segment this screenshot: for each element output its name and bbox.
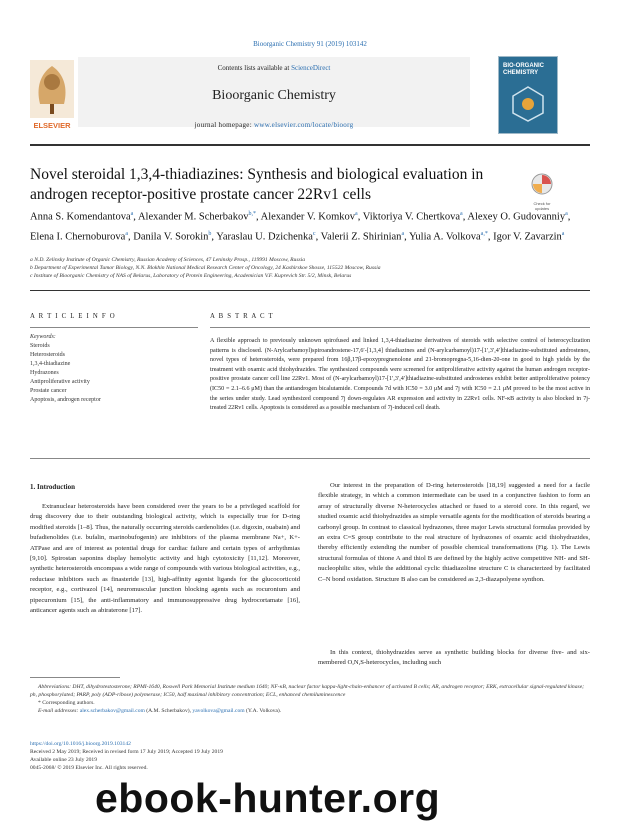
author-name: Viktoriya V. Chertkova — [362, 211, 461, 223]
abstract-text: A flexible approach to previously unknown spirofused and linked 1,3,4-thiadiazine derivatives of steroids with selective control of heterocyclization patterns is disclosed. (N-Arylcarbamoyl)spiroandrostene-17,6′-[1,3,4] thiadiazines and (N-arylcarbamoyl)17-[1′,3′,4′]thiadiazine-substituted androstenes, novel types of heterosteroids, were prepared from 16β,17β-epoxypregnenolone and 21-bromopregna-5,16-dien-20-one in good to high yields by the treatment with oxamic acid thiohydrazides. The synthesized compounds were screened for antiproliferative activity against the human androgen receptor-positive prostate cancer cell line 22Rv1. Most of (N-arylcarbamoyl)17-[1′,3′,4′]thiadiazine-substituted androstenes exhibit better antiproliferative potency (IC50 = 2.1–6.6 μM) than the antiandrogen bicalutamide. Compounds 7d with IC50 = 3.0 μM and 7j with IC50 = 2.1 μM proved to be the most active in the series under study. Lead synthesized compound 7j down-regulates AR expression and activity in 22Rv1 cells. NF-κB activity is also blocked in 7j-treated 22Rv1 cells. Apoptosis is considered as a possible mechanism of 7j-induced cell death. — [210, 338, 590, 412]
crossmark-icon — [528, 172, 556, 196]
keyword: Heterosteroids — [30, 352, 65, 358]
abbreviations-note: Abbreviations: DHT, dihydrotestosterone; RPMI-1640, Roswell Park Memorial Institute medium 1640; NF-κB, nuclear factor kappa-light-chain-enhancer of activated B cells; AR, androgen receptor; ERK, extracellular signal-regulated kinase; ph, phosphorylated; PARP, poly (ADP-ribose) polymerase; IC50, half maximal inhibitory concentration; ECL, enhanced chemiluminescence — [30, 684, 585, 698]
email-link-volkova[interactable]: yavolkova@gmail.com — [192, 708, 245, 714]
section-heading: 1. Introduction — [30, 483, 75, 491]
footnote-rule — [30, 677, 120, 678]
email-name-1: (A.M. Scherbakov), — [144, 708, 193, 714]
publication-info — [30, 740, 590, 772]
author-affiliation-mark[interactable]: a — [565, 211, 568, 217]
intro-right-paragraph-2: In this context, thiohydrazides serve as synthetic building blocks for diverse five- and six-membered O,N,S-heterocycles, including such — [318, 649, 590, 667]
author-name: Elena I. Chernoburova — [30, 231, 126, 242]
keyword: Hydrazones — [30, 370, 59, 376]
affiliation-rule — [30, 290, 590, 291]
author-affiliation-mark[interactable]: b,* — [248, 211, 256, 217]
contents-prefix: Contents lists available at — [217, 64, 292, 72]
check-for-updates-badge[interactable] — [528, 172, 556, 211]
intro-right-paragraph: Our interest in the preparation of D-ring heterosteroids [18,19] suggested a need for a facile flexible strategy, in which a common intermediate can be used in a conjunctive fashion to form an array of structurally diverse N-heterocycles attached or fused to a steroid core. In this regard, we studied oxamic acid thiohydrazides as simple versatile agents for the modification of steroids bearing a carbonyl group. In contrast to classical hydrazones, three major Lewis structural formulas provided by an extra C=S group contribute to the real structure of hydrazones of oxamic acid thiohydrazides, thereby efficiently extending the number of possible chemical transformations (Fig. 1). The Lewis structural formulas of thione A and thiol B are defined by the highly active competitive NH- and SH-nucleophilic sites, while the additional cyclic thiadiazoline structure C is characterized by facilitated C–N bond oxidation. Structure B also can be considered as 2,3-diazapolyene synthon. — [318, 482, 590, 583]
homepage-line — [78, 121, 470, 129]
author-name: Anna S. Komendantova — [30, 211, 131, 223]
email-note — [30, 707, 590, 715]
author-affiliation-mark[interactable]: a — [125, 230, 129, 237]
keyword: Steroids — [30, 343, 50, 349]
abstract-rule — [210, 327, 590, 328]
journal-name: Bioorganic Chemistry — [212, 88, 336, 103]
copyright: 0045-2068/ © 2019 Elsevier Inc. All rights reserved. — [30, 765, 148, 771]
author-name: Yaraslau U. Dzichenka — [216, 231, 313, 242]
email-name-2: (Y.A. Volkova). — [244, 708, 282, 714]
publisher-name: ELSEVIER — [33, 121, 71, 130]
watermark-text: ebook-hunter.org — [95, 775, 441, 821]
author-affiliation-mark[interactable]: b — [208, 230, 212, 237]
available-online: Available online 23 July 2019 — [30, 757, 98, 763]
journal-cover — [498, 56, 558, 134]
affiliation: b Department of Experimental Tumor Biology, N.N. Blokhin National Medical Research Center of Oncology, 24 Kashirskoe Shosse, 115522 Moscow, Russia — [30, 265, 381, 271]
cover-molecule-graphic — [507, 83, 549, 123]
homepage-link[interactable]: www.elsevier.com/locate/bioorg — [254, 121, 354, 129]
journal-citation[interactable]: Bioorganic Chemistry 91 (2019) 103142 — [253, 40, 367, 48]
author-affiliation-mark[interactable]: a — [130, 211, 134, 217]
author-name: Alexander V. Komkov — [260, 211, 356, 223]
keywords-label: Keywords: — [30, 334, 56, 340]
author-affiliation-mark[interactable]: a,* — [480, 230, 488, 237]
abstract-end-rule — [30, 458, 590, 459]
author-name: Yulia A. Volkova — [408, 231, 481, 242]
author-name: Valerii Z. Shirinian — [320, 231, 402, 242]
doi-link[interactable]: https://doi.org/10.1016/j.bioorg.2019.103142 — [30, 741, 131, 747]
author-affiliation-mark[interactable]: a — [355, 211, 358, 217]
affiliations — [30, 256, 590, 280]
header-rule — [30, 144, 590, 146]
author-affiliation-mark[interactable]: c — [312, 230, 316, 237]
homepage-prefix: journal homepage: — [194, 121, 255, 129]
email-link-scherbakov[interactable]: alex.scherbakov@gmail.com — [79, 708, 145, 714]
affiliation: a N.D. Zelinsky Institute of Organic Chemistry, Russian Academy of Sciences, 47 Leninsky Prosp., 119991 Moscow, Russia — [30, 257, 306, 263]
email-prefix: E-mail addresses: — [38, 708, 80, 714]
affiliation: c Institute of Bioorganic Chemistry of NAS of Belarus, Laboratory of Protein Engineering, Academician V.F. Kuprevich Str. 5/2, Minsk, Belarus — [30, 273, 352, 279]
check-for-updates-label: Check for updates — [533, 201, 551, 211]
contents-line — [78, 64, 470, 72]
author-affiliation-mark[interactable]: a — [401, 230, 405, 237]
keyword: Prostate cancer — [30, 388, 67, 394]
abstract-heading: A B S T R A C T — [210, 313, 274, 320]
corresponding-note: * Corresponding authors. — [38, 700, 95, 706]
author-name: Danila V. Sorokin — [133, 231, 209, 242]
intro-left-paragraph: Extranuclear heterosteroids have been considered over the years to be a privileged scaffold for drug discovery due to their outstanding biological activity, which is especially true for D-ring modified steroids [1–8]. Thus, the naturally occurring steroids cardenolides (i.e. digoxin, ouabain) and bufadienolides (i.e. bufalin, marinobufogenin) are inhibitors of the plasma membrane Na+, K+-ATPase and are of interest as potential drugs for cardiac failure and certain types of arrhythmias [9,10]. Spirostan saponins display hemolytic activity and high cytotoxicity [11,12]. Moreover, synthetic heterosteroids encompass a wide range of compounds with various biological activities, e.g., reductase inhibitors such as finasteride [13], high-affinity agonist ligands for the glucocorticoid receptor, e.g., cortivazol [14], neuromuscular junction blocking agents such as rocuronium and pipecuronium [15], the anti-inflammatory and immunosuppressive drug hydrocortamate [16], anticancer agents such as abiraterone [17]. — [30, 503, 300, 615]
article-info-rule — [30, 327, 198, 328]
received-dates: Received 2 May 2019; Received in revised form 17 July 2019; Accepted 19 July 2019 — [30, 749, 223, 755]
keyword: Antiproliferative activity — [30, 379, 90, 385]
author-affiliation-mark[interactable]: a — [561, 230, 565, 237]
author-name: Alexey O. Gudovanniy — [467, 211, 566, 223]
author-affiliation-mark[interactable]: a — [460, 211, 463, 217]
keyword: Apoptosis, androgen receptor — [30, 397, 101, 403]
footnotes — [30, 683, 590, 715]
keyword: 1,3,4-thiadiazine — [30, 361, 71, 367]
keywords-block — [30, 333, 198, 405]
author-name: Igor V. Zavarzin — [493, 231, 562, 242]
sciencedirect-link[interactable]: ScienceDirect — [291, 64, 331, 72]
author-name: Alexander M. Scherbakov — [137, 211, 249, 223]
article-title: Novel steroidal 1,3,4-thiadiazines: Synthesis and biological evaluation in androgen receptor-positive prostate cancer 22Rv1 cells — [30, 166, 484, 203]
elsevier-logo — [30, 60, 74, 130]
cover-title: BIO-ORGANIC CHEMISTRY — [503, 63, 544, 76]
article-info-heading: A R T I C L E I N F O — [30, 313, 116, 320]
author-list: Anna S. Komendantova$^a$, Alexander M. Scherbakov$^{b,*}$, Alexander V. Komkov$^a$, Viktoriya V. Chertkova$^a$, Alexey O. Gudovanniy$^a$, Elena I. Chernoburova$^a$, Danila V. Sorokin$^b$, Yaraslau U. Dzichenka$^c$, Valerii Z. Shirinian$^a$, Yulia A. Volkova$^{a,*}$, Igor V. Zavarzin$^a$ — [30, 211, 571, 242]
